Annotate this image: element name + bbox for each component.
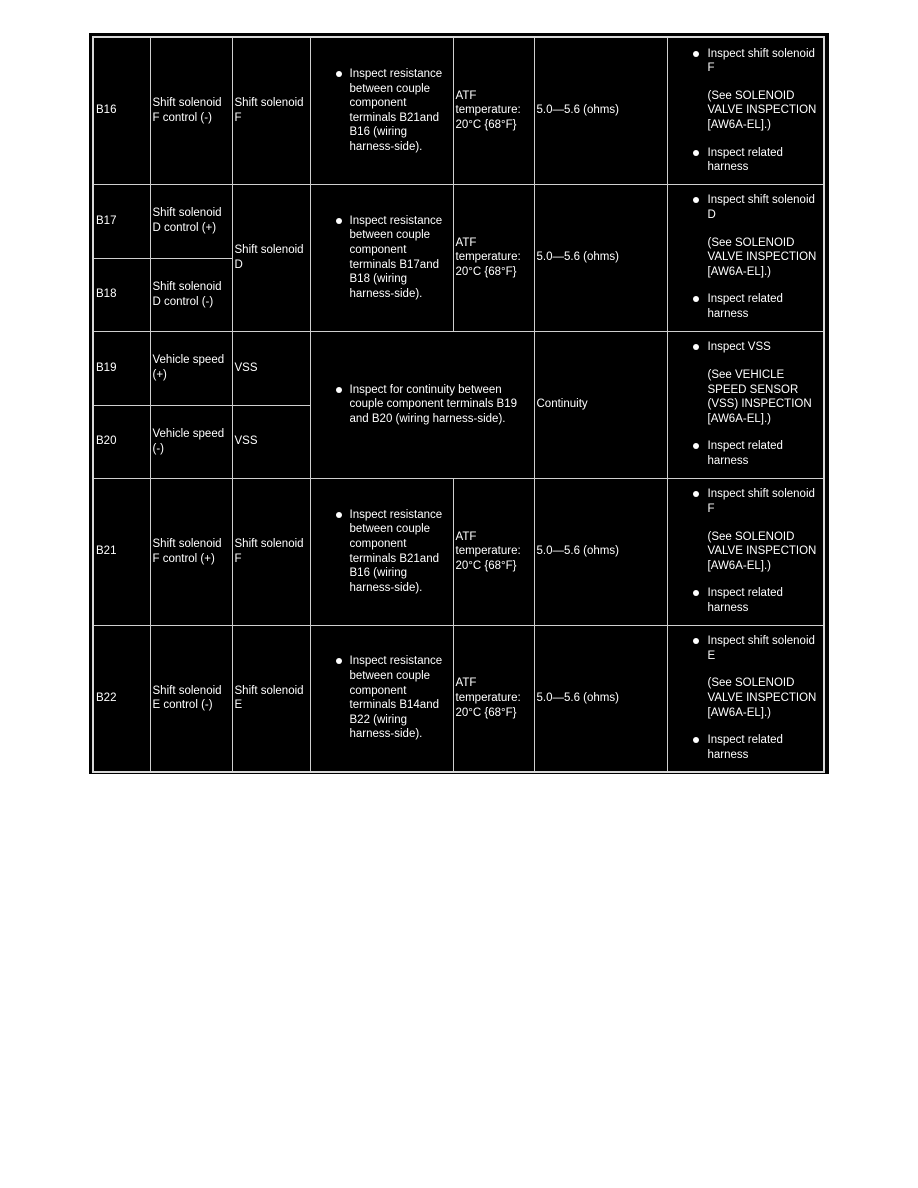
- connected-to-cell: VSS: [232, 405, 310, 478]
- bullet-icon: [693, 590, 699, 596]
- terminal-cell: B16: [93, 37, 150, 184]
- inspection-text: Inspect resistance between couple component terminals B21and B16 (wiring harness-side).: [349, 67, 443, 153]
- inspection-text: Inspect resistance between couple component terminals B14and B22 (wiring harness-side).: [349, 655, 443, 741]
- bullet-icon: [693, 443, 699, 449]
- table-row-b19: [93, 331, 824, 405]
- connected-to-cell: Shift solenoid D: [232, 184, 310, 331]
- action-reference-text: (See SOLENOID VALVE INSPECTION [AW6A-EL].): [707, 677, 817, 719]
- specification-cell: 5.0—5.6 (ohms): [534, 478, 667, 625]
- document-page: [89, 33, 829, 774]
- signal-name-cell: Shift solenoid E control (-): [150, 625, 232, 772]
- bullet-icon: [336, 658, 342, 664]
- specification-cell: 5.0—5.6 (ohms): [534, 37, 667, 184]
- action-text: Inspect VSS: [707, 341, 771, 354]
- bullet-icon: [693, 491, 699, 497]
- bullet-icon: [336, 71, 342, 77]
- bullet-icon: [693, 638, 699, 644]
- inspection-cell: [310, 331, 534, 478]
- action-text: Inspect related harness: [707, 440, 783, 467]
- bullet-icon: [693, 737, 699, 743]
- inspection-text: Inspect resistance between couple component terminals B17and B18 (wiring harness-side).: [349, 214, 443, 300]
- action-cell: [667, 625, 824, 772]
- action-reference-text: (See SOLENOID VALVE INSPECTION [AW6A-EL].): [707, 236, 817, 278]
- action-text: Inspect related harness: [707, 146, 783, 174]
- specification-cell: 5.0—5.6 (ohms): [534, 184, 667, 331]
- bullet-icon: [336, 387, 342, 393]
- inspection-cell: [310, 478, 453, 625]
- terminal-cell: B22: [93, 625, 150, 772]
- connected-to-cell: Shift solenoid F: [232, 478, 310, 625]
- action-cell: [667, 478, 824, 625]
- connected-to-cell: VSS: [232, 331, 310, 405]
- connected-to-cell: Shift solenoid F: [232, 37, 310, 184]
- terminal-cell: B20: [93, 405, 150, 478]
- action-text: Inspect related harness: [707, 734, 783, 761]
- table-row-b21: [93, 478, 824, 625]
- specification-cell: Continuity: [534, 331, 667, 478]
- action-text: Inspect shift solenoid E: [707, 635, 815, 662]
- condition-cell: ATF temperature: 20°C {68°F}: [453, 478, 534, 625]
- table-row-b17: [93, 184, 824, 258]
- signal-name-cell: Shift solenoid F control (+): [150, 478, 232, 625]
- signal-name-cell: Vehicle speed (-): [150, 405, 232, 478]
- terminal-cell: B18: [93, 258, 150, 331]
- table-row-b16: [93, 37, 824, 184]
- terminal-cell: B19: [93, 331, 150, 405]
- inspection-cell: [310, 184, 453, 331]
- table-row-b22: [93, 625, 824, 772]
- terminal-cell: B21: [93, 478, 150, 625]
- action-reference-text: (See SOLENOID VALVE INSPECTION [AW6A-EL].): [707, 530, 817, 572]
- signal-name-cell: Shift solenoid D control (+): [150, 184, 232, 258]
- action-text: Inspect shift solenoid D: [707, 194, 815, 222]
- signal-name-cell: Shift solenoid F control (-): [150, 37, 232, 184]
- terminal-voltage-table: [92, 36, 825, 773]
- action-text: Inspect related harness: [707, 587, 783, 614]
- bullet-icon: [693, 150, 699, 156]
- action-cell: [667, 184, 824, 331]
- signal-name-cell: Shift solenoid D control (-): [150, 258, 232, 331]
- condition-cell: ATF temperature: 20°C {68°F}: [453, 184, 534, 331]
- specification-cell: 5.0—5.6 (ohms): [534, 625, 667, 772]
- inspection-text: Inspect resistance between couple component terminals B21and B16 (wiring harness-side).: [349, 508, 443, 594]
- action-cell: [667, 331, 824, 478]
- terminal-cell: B17: [93, 184, 150, 258]
- inspection-text: Inspect for continuity between couple component terminals B19 and B20 (wiring harness-side).: [349, 383, 517, 425]
- bullet-icon: [693, 197, 699, 203]
- bullet-icon: [336, 218, 342, 224]
- bullet-icon: [693, 344, 699, 350]
- action-text: Inspect shift solenoid F: [707, 488, 815, 516]
- signal-name-cell: Vehicle speed (+): [150, 331, 232, 405]
- action-cell: [667, 37, 824, 184]
- connected-to-cell: Shift solenoid E: [232, 625, 310, 772]
- action-reference-text: (See VEHICLE SPEED SENSOR (VSS) INSPECTION [AW6A-EL].): [707, 369, 812, 425]
- action-text: Inspect shift solenoid F: [707, 47, 815, 75]
- action-reference-text: (See SOLENOID VALVE INSPECTION [AW6A-EL].): [707, 89, 817, 132]
- condition-cell: ATF temperature: 20°C {68°F}: [453, 625, 534, 772]
- inspection-cell: [310, 625, 453, 772]
- inspection-cell: [310, 37, 453, 184]
- bullet-icon: [693, 51, 699, 57]
- bullet-icon: [336, 512, 342, 518]
- action-text: Inspect related harness: [707, 293, 783, 320]
- bullet-icon: [693, 296, 699, 302]
- condition-cell: ATF temperature: 20°C {68°F}: [453, 37, 534, 184]
